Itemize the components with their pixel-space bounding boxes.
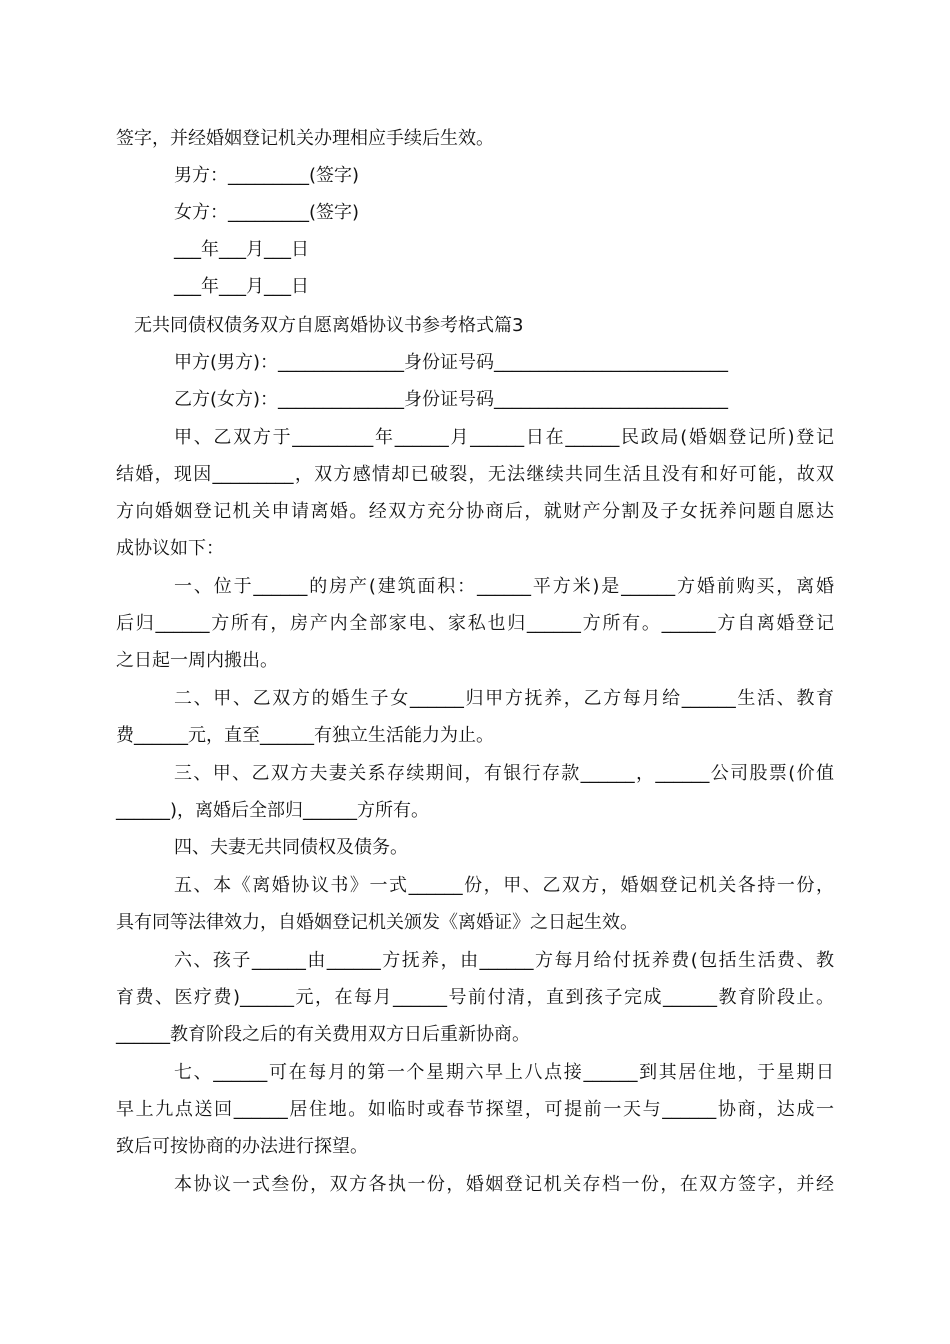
- party-a-line: 甲方(男方)：______________身份证号码__________________________: [174, 352, 729, 373]
- female-signature-line: 女方：_________(签字): [174, 202, 360, 223]
- clause-6-line: 育费、医疗费)______元，在每月______号前付清，直到孩子完成______教育阶段止。: [116, 987, 834, 1008]
- paragraph-line: 结婚，现因_________，双方感情却已破裂，无法继续共同生活且没有和好可能，故双: [116, 464, 834, 485]
- date-line: ___年___月___日: [174, 276, 309, 297]
- paragraph-line: 甲、乙双方于_________年______月______日在______民政局(婚姻登记所)登记: [174, 427, 834, 448]
- clause-2-line: 费______元，直至______有独立生活能力为止。: [116, 725, 494, 746]
- clause-6-line: 六、孩子______由______方抚养，由______方每月给付抚养费(包括生活费、教: [174, 950, 834, 971]
- clause-7-line: 七、______可在每月的第一个星期六早上八点接______到其居住地，于星期日: [174, 1062, 834, 1083]
- paragraph-line: 成协议如下：: [116, 538, 224, 559]
- male-signature-line: 男方：_________(签字): [174, 165, 360, 186]
- section-title: 无共同债权债务双方自愿离婚协议书参考格式篇3: [134, 315, 524, 336]
- clause-3-line: ______)，离婚后全部归______方所有。: [116, 800, 430, 821]
- clause-2-line: 二、甲、乙双方的婚生子女______归甲方抚养，乙方每月给______生活、教育: [174, 688, 834, 709]
- party-b-line: 乙方(女方)：______________身份证号码__________________________: [174, 389, 729, 410]
- clause-7-line: 致后可按协商的办法进行探望。: [116, 1136, 368, 1157]
- clause-1-line: 后归______方所有，房产内全部家电、家私也归______方所有。______方自离婚登记: [116, 613, 834, 634]
- date-line: ___年___月___日: [174, 239, 309, 260]
- clause-1-line: 之日起一周内搬出。: [116, 650, 278, 671]
- paragraph-line: 方向婚姻登记机关申请离婚。经双方充分协商后，就财产分割及子女抚养问题自愿达: [116, 501, 834, 522]
- clause-6-line: ______教育阶段之后的有关费用双方日后重新协商。: [116, 1024, 530, 1045]
- clause-1-line: 一、位于______的房产(建筑面积：______平方米)是______方婚前购买，离婚: [174, 576, 834, 597]
- clause-5-line: 五、本《离婚协议书》一式______份，甲、乙双方，婚姻登记机关各持一份，: [174, 875, 834, 896]
- closing-paragraph-line: 本协议一式叁份，双方各执一份，婚姻登记机关存档一份，在双方签字，并经: [174, 1174, 834, 1195]
- clause-3-line: 三、甲、乙双方夫妻关系存续期间，有银行存款______，______公司股票(价值: [174, 763, 834, 784]
- clause-7-line: 早上九点送回______居住地。如临时或春节探望，可提前一天与______协商，达成一: [116, 1099, 834, 1120]
- clause-5-line: 具有同等法律效力，自婚姻登记机关颁发《离婚证》之日起生效。: [116, 912, 638, 933]
- paragraph-line: 签字，并经婚姻登记机关办理相应手续后生效。: [116, 128, 494, 149]
- clause-4-line: 四、夫妻无共同债权及债务。: [174, 837, 408, 858]
